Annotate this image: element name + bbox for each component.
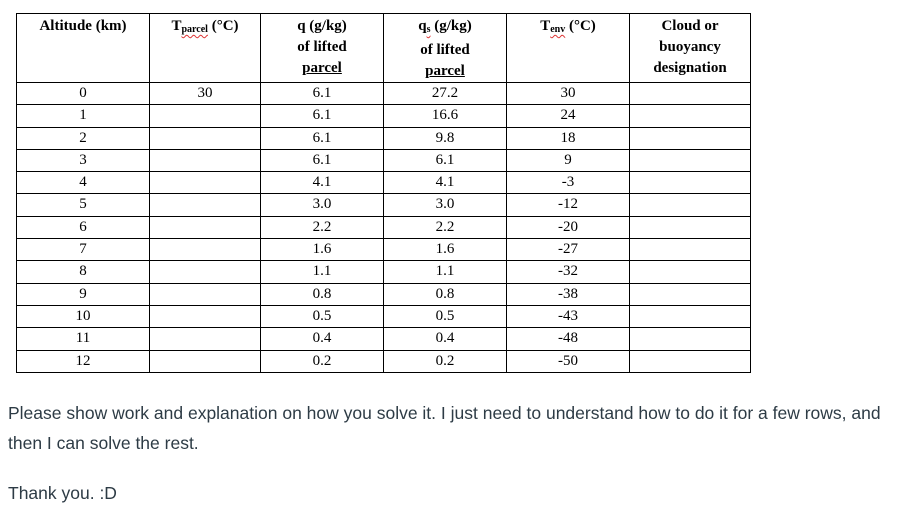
header-cloud bbox=[630, 14, 751, 83]
header-row bbox=[17, 14, 751, 83]
header-tenv-unit: (°C) bbox=[568, 18, 596, 34]
header-altitude-text: Altitude (km) bbox=[39, 18, 127, 34]
header-qs-line3: parcel bbox=[425, 63, 465, 79]
tparcel-cell bbox=[150, 127, 261, 149]
header-tparcel bbox=[150, 14, 261, 83]
tparcel-cell bbox=[150, 283, 261, 305]
tenv-cell: 30 bbox=[507, 83, 630, 105]
q-cell: 6.1 bbox=[261, 83, 384, 105]
cloud-cell bbox=[630, 83, 751, 105]
tenv-cell: 9 bbox=[507, 149, 630, 171]
tenv-cell: 24 bbox=[507, 105, 630, 127]
header-tparcel-main: T bbox=[171, 18, 182, 34]
cloud-cell bbox=[630, 216, 751, 238]
header-cloud-line1: Cloud or bbox=[661, 18, 719, 34]
qs-cell: 9.8 bbox=[384, 127, 507, 149]
q-cell: 0.8 bbox=[261, 283, 384, 305]
tenv-cell: -3 bbox=[507, 172, 630, 194]
table-row bbox=[17, 350, 751, 372]
header-tparcel-sub: parcel bbox=[181, 24, 208, 35]
tenv-cell: -32 bbox=[507, 261, 630, 283]
qs-cell: 1.1 bbox=[384, 261, 507, 283]
tparcel-cell bbox=[150, 328, 261, 350]
qs-cell: 27.2 bbox=[384, 83, 507, 105]
q-cell: 2.2 bbox=[261, 216, 384, 238]
tparcel-cell bbox=[150, 239, 261, 261]
qs-cell: 1.6 bbox=[384, 239, 507, 261]
data-table bbox=[16, 13, 751, 373]
tenv-cell: -48 bbox=[507, 328, 630, 350]
altitude-cell: 1 bbox=[17, 105, 150, 127]
tenv-cell: -50 bbox=[507, 350, 630, 372]
altitude-cell: 4 bbox=[17, 172, 150, 194]
qs-cell: 0.5 bbox=[384, 305, 507, 327]
header-qs-main: q bbox=[418, 18, 427, 34]
tenv-cell: -20 bbox=[507, 216, 630, 238]
table-row bbox=[17, 328, 751, 350]
altitude-cell: 8 bbox=[17, 261, 150, 283]
cloud-cell bbox=[630, 149, 751, 171]
tparcel-cell bbox=[150, 216, 261, 238]
tparcel-cell bbox=[150, 350, 261, 372]
header-qs bbox=[384, 14, 507, 83]
altitude-cell: 2 bbox=[17, 127, 150, 149]
table-row bbox=[17, 105, 751, 127]
qs-cell: 6.1 bbox=[384, 149, 507, 171]
table-row bbox=[17, 149, 751, 171]
header-q-line1: q (g/kg) bbox=[297, 18, 347, 34]
table-row bbox=[17, 216, 751, 238]
cloud-cell bbox=[630, 172, 751, 194]
thanks-message: Thank you. :D bbox=[8, 483, 117, 503]
qs-cell: 3.0 bbox=[384, 194, 507, 216]
header-cloud-line2: buoyancy bbox=[659, 39, 721, 55]
cloud-cell bbox=[630, 350, 751, 372]
tenv-cell: 18 bbox=[507, 127, 630, 149]
table-row bbox=[17, 305, 751, 327]
q-cell: 1.1 bbox=[261, 261, 384, 283]
tparcel-cell bbox=[150, 261, 261, 283]
qs-cell: 16.6 bbox=[384, 105, 507, 127]
table-body bbox=[17, 83, 751, 373]
cloud-cell bbox=[630, 328, 751, 350]
header-q bbox=[261, 14, 384, 83]
altitude-cell: 3 bbox=[17, 149, 150, 171]
table-row bbox=[17, 172, 751, 194]
question-message: Please show work and explanation on how you solve it. I just need to understand how to do it for a few rows, and then I can solve the rest. bbox=[8, 403, 881, 453]
cloud-cell bbox=[630, 105, 751, 127]
tparcel-cell bbox=[150, 105, 261, 127]
header-q-line2: of lifted bbox=[297, 39, 347, 55]
tenv-cell: -12 bbox=[507, 194, 630, 216]
header-qs-sub: s bbox=[426, 24, 431, 35]
cloud-cell bbox=[630, 261, 751, 283]
cloud-cell bbox=[630, 283, 751, 305]
altitude-cell: 9 bbox=[17, 283, 150, 305]
header-tenv-main: T bbox=[540, 18, 551, 34]
table-row bbox=[17, 194, 751, 216]
qs-cell: 0.4 bbox=[384, 328, 507, 350]
header-qs-unit: (g/kg) bbox=[434, 18, 472, 34]
q-cell: 6.1 bbox=[261, 149, 384, 171]
q-cell: 0.2 bbox=[261, 350, 384, 372]
tenv-cell: -27 bbox=[507, 239, 630, 261]
altitude-cell: 5 bbox=[17, 194, 150, 216]
tparcel-cell bbox=[150, 172, 261, 194]
cloud-cell bbox=[630, 194, 751, 216]
header-cloud-line3: designation bbox=[653, 60, 727, 76]
header-tenv bbox=[507, 14, 630, 83]
table-container bbox=[16, 13, 751, 373]
qs-cell: 4.1 bbox=[384, 172, 507, 194]
q-cell: 3.0 bbox=[261, 194, 384, 216]
tparcel-cell bbox=[150, 305, 261, 327]
cloud-cell bbox=[630, 239, 751, 261]
q-cell: 0.4 bbox=[261, 328, 384, 350]
table-row bbox=[17, 127, 751, 149]
altitude-cell: 6 bbox=[17, 216, 150, 238]
table-row bbox=[17, 283, 751, 305]
q-cell: 1.6 bbox=[261, 239, 384, 261]
tparcel-cell: 30 bbox=[150, 83, 261, 105]
altitude-cell: 0 bbox=[17, 83, 150, 105]
altitude-cell: 10 bbox=[17, 305, 150, 327]
table-row bbox=[17, 83, 751, 105]
q-cell: 6.1 bbox=[261, 127, 384, 149]
tparcel-cell bbox=[150, 194, 261, 216]
header-qs-line2: of lifted bbox=[420, 42, 470, 58]
cloud-cell bbox=[630, 127, 751, 149]
header-altitude bbox=[17, 14, 150, 83]
header-tenv-sub: env bbox=[550, 24, 566, 35]
altitude-cell: 12 bbox=[17, 350, 150, 372]
altitude-cell: 7 bbox=[17, 239, 150, 261]
tenv-cell: -38 bbox=[507, 283, 630, 305]
cloud-cell bbox=[630, 305, 751, 327]
qs-cell: 0.2 bbox=[384, 350, 507, 372]
altitude-cell: 11 bbox=[17, 328, 150, 350]
tparcel-cell bbox=[150, 149, 261, 171]
qs-cell: 2.2 bbox=[384, 216, 507, 238]
q-cell: 4.1 bbox=[261, 172, 384, 194]
table-row bbox=[17, 261, 751, 283]
qs-cell: 0.8 bbox=[384, 283, 507, 305]
table-row bbox=[17, 239, 751, 261]
q-cell: 0.5 bbox=[261, 305, 384, 327]
tenv-cell: -43 bbox=[507, 305, 630, 327]
q-cell: 6.1 bbox=[261, 105, 384, 127]
header-tparcel-unit: (°C) bbox=[211, 18, 239, 34]
header-q-line3: parcel bbox=[302, 60, 342, 76]
